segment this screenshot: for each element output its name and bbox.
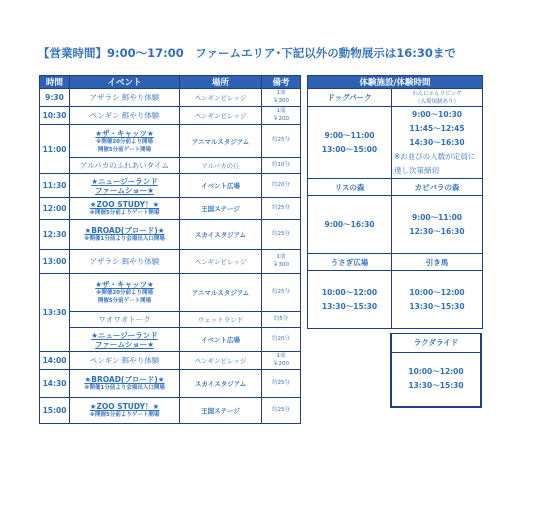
event-title: アザラシ 餌やり体験 bbox=[89, 93, 160, 102]
note-line: 約10分 bbox=[272, 161, 290, 168]
row-note bbox=[262, 198, 301, 220]
event-sub1: ※開催20分前より開場 bbox=[95, 290, 153, 296]
row-note bbox=[262, 125, 301, 158]
schedule-row bbox=[40, 158, 301, 174]
wanko-title bbox=[392, 89, 483, 107]
schedule-row bbox=[40, 398, 301, 424]
capybara-title: カピバラの森 bbox=[392, 179, 483, 196]
wanko-times: 9:00～10:30 11:45～12:45 14:30～16:30 bbox=[409, 109, 465, 147]
row-note bbox=[262, 328, 301, 352]
row-time: 13:30 bbox=[40, 274, 70, 352]
row-place: ペンギンビレッジ bbox=[180, 250, 262, 274]
row-event bbox=[70, 158, 180, 174]
horse-times: 10:00～12:00 13:30～15:30 bbox=[392, 271, 483, 329]
note-line: 約25分 bbox=[272, 204, 290, 211]
schedule-row bbox=[40, 89, 301, 107]
row-place: アニマルスタジアム bbox=[180, 125, 262, 158]
schedule-row bbox=[40, 250, 301, 274]
row-event bbox=[70, 89, 180, 107]
row-time: 14:00 bbox=[40, 352, 70, 370]
event-sub1: ファームショー★ bbox=[95, 339, 154, 349]
schedule-body bbox=[40, 89, 301, 424]
event-title: ★ZOO STUDY！★ bbox=[89, 402, 160, 411]
event-title: アザラシ 餌やり体験 bbox=[89, 257, 160, 266]
row-event bbox=[70, 250, 180, 274]
usagi-title: うさぎ広場 bbox=[308, 254, 392, 271]
row-place: イベント広場 bbox=[180, 328, 262, 352]
row-place: 王国ステージ bbox=[180, 398, 262, 424]
event-sub1: ※開催5分前よりゲート開場 bbox=[89, 412, 160, 418]
row-note bbox=[262, 370, 301, 398]
event-sub2: 開催5分前ゲート開場 bbox=[97, 298, 152, 304]
note-price: ￥300 bbox=[273, 261, 289, 268]
row-time: 12:00 bbox=[40, 198, 70, 220]
row-place: アルパカの丘 bbox=[180, 158, 262, 174]
row-time: 10:30 bbox=[40, 107, 70, 125]
header-event: イベント bbox=[70, 76, 180, 89]
note-line: 1皿 bbox=[276, 90, 286, 96]
row-event bbox=[70, 220, 180, 250]
row-note bbox=[262, 220, 301, 250]
schedule-row bbox=[40, 107, 301, 125]
risu-title: リスの森 bbox=[308, 179, 392, 196]
camel-title: ラクダライド bbox=[392, 334, 480, 353]
schedule-row bbox=[40, 220, 301, 250]
schedule-row bbox=[40, 312, 301, 328]
camel-times: 10:00～12:00 13:30～15:30 bbox=[408, 367, 464, 390]
note-line: 約20分 bbox=[272, 335, 290, 342]
note-line: 約5分 bbox=[273, 315, 289, 322]
event-title: ★ニュージーランド bbox=[91, 330, 158, 340]
schedule-row bbox=[40, 174, 301, 198]
row-place: アニマルスタジアム bbox=[180, 274, 262, 312]
row-time: 11:30 bbox=[40, 174, 70, 198]
experience-header: 体験施設/体験時間 bbox=[308, 76, 483, 89]
event-title: ★ZOO STUDY！★ bbox=[89, 200, 160, 209]
event-title: ペンギン 餌やり体験 bbox=[89, 356, 160, 365]
note-line: 約25分 bbox=[272, 230, 290, 237]
row-place: ペンギンビレッジ bbox=[180, 352, 262, 370]
camel-ride-box bbox=[390, 333, 482, 408]
row-place: ペンギンビレッジ bbox=[180, 89, 262, 107]
note-price: ￥200 bbox=[273, 360, 289, 367]
row-note bbox=[262, 352, 301, 370]
schedule-header-row bbox=[40, 76, 301, 89]
event-title: ★ザ・キャッツ★ bbox=[95, 280, 154, 289]
row-event bbox=[70, 274, 180, 312]
header-note: 備考 bbox=[262, 76, 301, 89]
schedule-row bbox=[40, 370, 301, 398]
wanko-cell bbox=[392, 107, 483, 179]
note-price: ￥300 bbox=[273, 97, 289, 104]
event-sub1: ※開催1分前より会場出入口開場 bbox=[84, 236, 165, 242]
wanko-sub: （入場規制あり） bbox=[415, 98, 460, 105]
note-line: 1皿 bbox=[276, 353, 286, 359]
schedule-row bbox=[40, 125, 301, 158]
header-place: 場所 bbox=[180, 76, 262, 89]
note-line: 1皿 bbox=[276, 108, 286, 114]
wanko-title-text: わんにゃんリビング bbox=[412, 90, 462, 97]
event-sub1: ※開催5分前よりゲート開場 bbox=[89, 210, 160, 216]
note-line: 1皿 bbox=[276, 254, 286, 260]
event-sub1: ファームショー★ bbox=[95, 185, 154, 195]
usagi-times: 10:00～12:00 13:30～15:30 bbox=[308, 271, 392, 329]
risu-times: 9:00～16:30 bbox=[308, 196, 392, 254]
event-sub1: ※開催1分前より会場出入口開場 bbox=[84, 385, 165, 391]
row-event bbox=[70, 125, 180, 158]
horse-title: 引き馬 bbox=[392, 254, 483, 271]
row-event bbox=[70, 398, 180, 424]
row-place: イベント広場 bbox=[180, 174, 262, 198]
row-time: 15:00 bbox=[40, 398, 70, 424]
event-schedule-table bbox=[39, 75, 301, 424]
note-line: 約25分 bbox=[272, 406, 290, 413]
row-place: スカイスタジアム bbox=[180, 220, 262, 250]
event-title: ★BROAD(ブロード)★ bbox=[84, 375, 165, 384]
row-event bbox=[70, 312, 180, 328]
schedule-row bbox=[40, 274, 301, 312]
schedule-row bbox=[40, 328, 301, 352]
dogpark-title: ドッグパーク bbox=[308, 89, 392, 107]
row-event bbox=[70, 107, 180, 125]
row-note bbox=[262, 250, 301, 274]
row-time: 11:00 bbox=[40, 125, 70, 174]
event-title: アルパカのふれあいタイム bbox=[79, 161, 170, 170]
row-note bbox=[262, 274, 301, 312]
row-place: 王国ステージ bbox=[180, 198, 262, 220]
note-line: 約25分 bbox=[272, 288, 290, 295]
event-title: ペンギン 餌やり体験 bbox=[89, 111, 160, 120]
schedule-row bbox=[40, 198, 301, 220]
business-hours-headline: 【営業時間】9:00～17:00 ファームエリア･下記以外の動物展示は16:30まで bbox=[38, 46, 456, 60]
note-line: 約25分 bbox=[272, 137, 290, 144]
row-place: ウェットランド bbox=[180, 312, 262, 328]
row-place: ペンギンビレッジ bbox=[180, 107, 262, 125]
row-event bbox=[70, 174, 180, 198]
event-sub1: ※開催20分前より開場 bbox=[95, 138, 153, 145]
row-note bbox=[262, 174, 301, 198]
event-title: ワオワオトーク bbox=[98, 315, 151, 324]
row-note bbox=[262, 398, 301, 424]
note-line: 約25分 bbox=[272, 379, 290, 386]
capybara-times: 9:00～11:00 12:30～16:30 bbox=[392, 196, 483, 254]
wanko-note: ※お並びの人数が定員に 達し次第締切 bbox=[394, 151, 476, 175]
header-time: 時間 bbox=[40, 76, 70, 89]
dogpark-times: 9:00～11:00 13:00～15:00 bbox=[308, 107, 392, 179]
note-price: ￥200 bbox=[273, 115, 289, 122]
row-note bbox=[262, 89, 301, 107]
row-time: 13:00 bbox=[40, 250, 70, 274]
event-title: ★ザ・キャッツ★ bbox=[95, 128, 154, 138]
event-title: ★ニュージーランド bbox=[91, 176, 158, 186]
event-title: ★BROAD(ブロード)★ bbox=[84, 226, 165, 235]
row-note bbox=[262, 158, 301, 174]
schedule-row bbox=[40, 352, 301, 370]
note-line: 約20分 bbox=[272, 181, 290, 188]
row-event bbox=[70, 328, 180, 352]
row-time: 12:30 bbox=[40, 220, 70, 250]
row-note bbox=[262, 107, 301, 125]
row-event bbox=[70, 352, 180, 370]
row-event bbox=[70, 198, 180, 220]
row-time: 14:30 bbox=[40, 370, 70, 398]
event-sub2: 開催5分前ゲート開場 bbox=[97, 146, 152, 153]
row-note bbox=[262, 312, 301, 328]
row-event bbox=[70, 370, 180, 398]
experience-table bbox=[307, 75, 483, 329]
row-time: 9:30 bbox=[40, 89, 70, 107]
row-place: スカイスタジアム bbox=[180, 370, 262, 398]
